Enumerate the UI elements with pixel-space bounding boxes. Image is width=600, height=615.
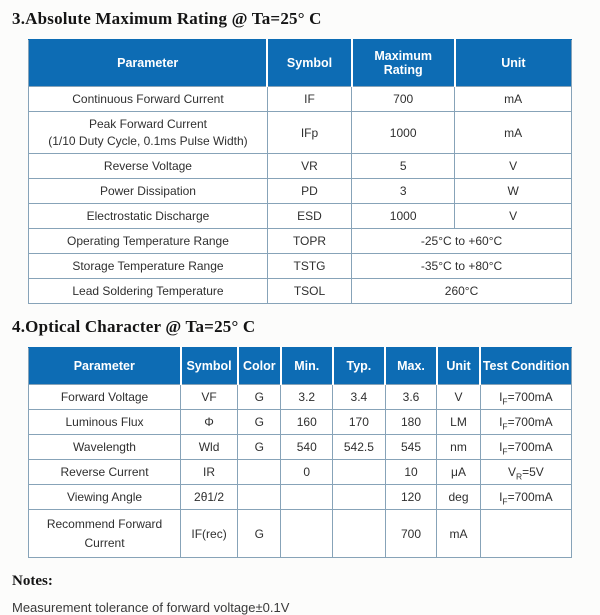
typ-cell bbox=[333, 460, 386, 485]
parameter-main: Recommend Forward bbox=[46, 517, 163, 531]
tc-subscript: F bbox=[502, 446, 508, 457]
parameter-note: (1/10 Duty Cycle, 0.1ms Pulse Width) bbox=[48, 134, 248, 148]
min-cell bbox=[281, 485, 333, 510]
parameter-cell: Viewing Angle bbox=[29, 485, 181, 510]
col-header-color: Color bbox=[238, 348, 281, 385]
col-header-symbol: Symbol bbox=[181, 348, 238, 385]
parameter-cell bbox=[29, 510, 181, 558]
parameter-cell: Wavelength bbox=[29, 435, 181, 460]
parameter-cell: Operating Temperature Range bbox=[29, 229, 268, 254]
col-header-min: Min. bbox=[281, 348, 333, 385]
col-header-parameter: Parameter bbox=[29, 348, 181, 385]
test-condition-cell bbox=[480, 485, 571, 510]
parameter-cell: Lead Soldering Temperature bbox=[29, 279, 268, 304]
rating-cell: 1000 bbox=[352, 112, 455, 154]
col-header-symbol: Symbol bbox=[267, 40, 351, 87]
symbol-cell: IR bbox=[181, 460, 238, 485]
parameter-cell: Electrostatic Discharge bbox=[29, 204, 268, 229]
unit-cell: W bbox=[455, 179, 572, 204]
header-row bbox=[29, 40, 572, 87]
tc-subscript: F bbox=[502, 496, 508, 507]
absolute-maximum-rating-table bbox=[28, 39, 572, 304]
color-cell: G bbox=[238, 385, 281, 410]
parameter-cell: Storage Temperature Range bbox=[29, 254, 268, 279]
tc-rest: =700mA bbox=[507, 490, 553, 504]
col-header-maximum-rating: Maximum Rating bbox=[352, 40, 455, 87]
col-header-parameter: Parameter bbox=[29, 40, 268, 87]
min-cell: 160 bbox=[281, 410, 333, 435]
typ-cell bbox=[333, 485, 386, 510]
parameter-cell: Power Dissipation bbox=[29, 179, 268, 204]
symbol-cell: VF bbox=[181, 385, 238, 410]
symbol-cell: IF(rec) bbox=[181, 510, 238, 558]
max-cell: 3.6 bbox=[385, 385, 437, 410]
color-cell: G bbox=[238, 410, 281, 435]
table-row bbox=[29, 510, 572, 558]
symbol-cell: IFp bbox=[267, 112, 351, 154]
rating-cell: 1000 bbox=[352, 204, 455, 229]
table-row bbox=[29, 154, 572, 179]
tc-base: I bbox=[499, 490, 503, 504]
parameter-cell: Forward Voltage bbox=[29, 385, 181, 410]
color-cell: G bbox=[238, 435, 281, 460]
parameter-line2: Current bbox=[84, 535, 125, 550]
max-cell: 180 bbox=[385, 410, 437, 435]
unit-cell: V bbox=[455, 154, 572, 179]
color-cell: G bbox=[238, 510, 281, 558]
min-cell bbox=[281, 510, 333, 558]
parameter-cell bbox=[29, 112, 268, 154]
table-row bbox=[29, 229, 572, 254]
unit-cell: mA bbox=[437, 510, 480, 558]
symbol-cell: TSOL bbox=[267, 279, 351, 304]
col-header-unit: Unit bbox=[455, 40, 572, 87]
min-cell: 3.2 bbox=[281, 385, 333, 410]
symbol-cell: Φ bbox=[181, 410, 238, 435]
table-row bbox=[29, 279, 572, 304]
min-cell: 0 bbox=[281, 460, 333, 485]
max-cell: 10 bbox=[385, 460, 437, 485]
typ-cell bbox=[333, 510, 386, 558]
tc-base: I bbox=[499, 415, 503, 429]
symbol-cell: TOPR bbox=[267, 229, 351, 254]
tc-rest: =700mA bbox=[507, 390, 553, 404]
test-condition-cell bbox=[480, 460, 571, 485]
section4-title: 4.Optical Character @ Ta=25° C bbox=[12, 317, 256, 336]
notes-title: Notes: bbox=[12, 573, 53, 590]
notes-line: Measurement tolerance of forward voltage±0.1V bbox=[12, 600, 290, 615]
typ-cell: 3.4 bbox=[333, 385, 386, 410]
tc-rest: =700mA bbox=[507, 415, 553, 429]
tc-rest: =5V bbox=[522, 465, 544, 479]
typ-cell: 542.5 bbox=[333, 435, 386, 460]
symbol-cell: ESD bbox=[267, 204, 351, 229]
rating-merged-cell: 260°C bbox=[352, 279, 572, 304]
color-cell bbox=[238, 485, 281, 510]
table-row bbox=[29, 460, 572, 485]
table-row bbox=[29, 410, 572, 435]
test-condition-cell bbox=[480, 385, 571, 410]
tc-subscript: F bbox=[502, 396, 508, 407]
symbol-cell: TSTG bbox=[267, 254, 351, 279]
unit-cell: μA bbox=[437, 460, 480, 485]
unit-cell: deg bbox=[437, 485, 480, 510]
rating-cell: 700 bbox=[352, 87, 455, 112]
parameter-cell: Continuous Forward Current bbox=[29, 87, 268, 112]
color-cell bbox=[238, 460, 281, 485]
max-cell: 120 bbox=[385, 485, 437, 510]
unit-cell: nm bbox=[437, 435, 480, 460]
parameter-cell: Luminous Flux bbox=[29, 410, 181, 435]
unit-cell: LM bbox=[437, 410, 480, 435]
tc-subscript: F bbox=[502, 421, 508, 432]
table-row bbox=[29, 385, 572, 410]
table-row bbox=[29, 204, 572, 229]
table-row bbox=[29, 112, 572, 154]
col-header-test-condition: Test Condition bbox=[480, 348, 571, 385]
table-row bbox=[29, 254, 572, 279]
optical-character-table bbox=[28, 347, 572, 558]
test-condition-cell bbox=[480, 410, 571, 435]
max-cell: 545 bbox=[385, 435, 437, 460]
tc-rest: =700mA bbox=[507, 440, 553, 454]
tc-subscript: R bbox=[515, 471, 523, 482]
parameter-cell: Reverse Voltage bbox=[29, 154, 268, 179]
unit-cell: mA bbox=[455, 112, 572, 154]
table-row bbox=[29, 435, 572, 460]
max-cell: 700 bbox=[385, 510, 437, 558]
tc-base: I bbox=[499, 390, 503, 404]
parameter-main: Peak Forward Current bbox=[88, 117, 207, 131]
rating-merged-cell: -25°C to +60°C bbox=[352, 229, 572, 254]
col-header-unit: Unit bbox=[437, 348, 480, 385]
tc-base: V bbox=[507, 465, 516, 479]
col-header-max: Max. bbox=[385, 348, 437, 385]
unit-cell: V bbox=[455, 204, 572, 229]
rating-merged-cell: -35°C to +80°C bbox=[352, 254, 572, 279]
table-row bbox=[29, 485, 572, 510]
min-cell: 540 bbox=[281, 435, 333, 460]
symbol-cell: Wld bbox=[181, 435, 238, 460]
notes-section bbox=[12, 573, 572, 615]
symbol-cell: 2θ1/2 bbox=[181, 485, 238, 510]
unit-cell: V bbox=[437, 385, 480, 410]
rating-cell: 5 bbox=[352, 154, 455, 179]
symbol-cell: VR bbox=[267, 154, 351, 179]
col-header-typ: Typ. bbox=[333, 348, 386, 385]
tc-base: I bbox=[499, 440, 503, 454]
parameter-cell: Reverse Current bbox=[29, 460, 181, 485]
section3-title: 3.Absolute Maximum Rating @ Ta=25° C bbox=[12, 9, 322, 28]
test-condition-cell bbox=[480, 510, 571, 558]
rating-cell: 3 bbox=[352, 179, 455, 204]
table-row bbox=[29, 179, 572, 204]
symbol-cell: IF bbox=[267, 87, 351, 112]
unit-cell: mA bbox=[455, 87, 572, 112]
table-row bbox=[29, 87, 572, 112]
test-condition-cell bbox=[480, 435, 571, 460]
header-row bbox=[29, 348, 572, 385]
typ-cell: 170 bbox=[333, 410, 386, 435]
symbol-cell: PD bbox=[267, 179, 351, 204]
